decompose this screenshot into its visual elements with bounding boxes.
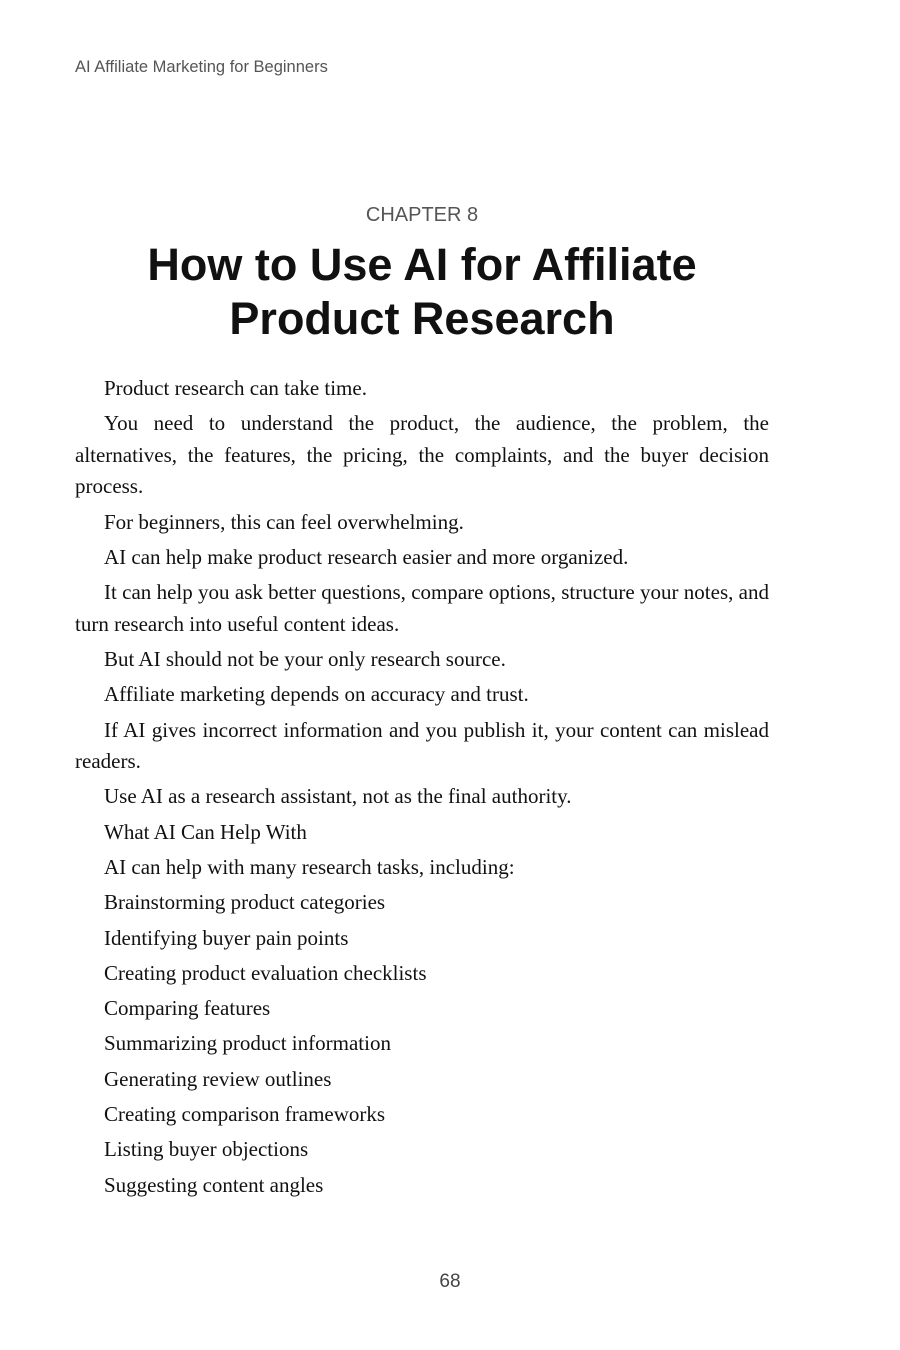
- list-item: Creating comparison frameworks: [104, 1102, 386, 1127]
- paragraph: It can help you ask better questions, compare options, structure your notes, and turn research into useful content ideas.: [75, 580, 769, 636]
- chapter-label: CHAPTER 8: [365, 204, 479, 226]
- paragraph: If AI gives incorrect information and you publish it, your content can mislead readers.: [75, 717, 769, 774]
- chapter-title: [75, 238, 769, 346]
- paragraph: AI can help make product research easier and more organized.: [104, 544, 629, 569]
- section-heading: What AI Can Help With: [104, 819, 307, 844]
- list-item: Listing buyer objections: [104, 1137, 309, 1162]
- paragraph: Affiliate marketing depends on accuracy and trust.: [104, 682, 529, 707]
- paragraph: But AI should not be your only research source.: [104, 646, 506, 671]
- list-item: Summarizing product information: [104, 1031, 391, 1056]
- paragraph: AI can help with many research tasks, including:: [104, 854, 515, 879]
- paragraph: You need to understand the product, the audience, the problem, the alternatives, the features, the pricing, the complaints, and the buyer decision process.: [75, 411, 769, 499]
- list-item: Brainstorming product categories: [104, 890, 386, 915]
- paragraph: For beginners, this can feel overwhelming.: [104, 509, 464, 534]
- list-item: Creating product evaluation checklists: [104, 960, 427, 985]
- running-header: AI Affiliate Marketing for Beginners: [75, 58, 328, 76]
- list-item: Identifying buyer pain points: [104, 925, 349, 950]
- paragraph: Product research can take time.: [104, 376, 367, 400]
- chapter-title-line: Product Research: [229, 293, 615, 344]
- chapter-body: [75, 373, 769, 1205]
- chapter-title-line: How to Use AI for Affiliate: [147, 239, 697, 290]
- list-item: Suggesting content angles: [104, 1172, 324, 1197]
- list-item: Comparing features: [104, 996, 271, 1021]
- page-number: 68: [439, 1271, 461, 1292]
- paragraph: Use AI as a research assistant, not as the final authority.: [104, 784, 572, 809]
- list-item: Generating review outlines: [104, 1066, 332, 1091]
